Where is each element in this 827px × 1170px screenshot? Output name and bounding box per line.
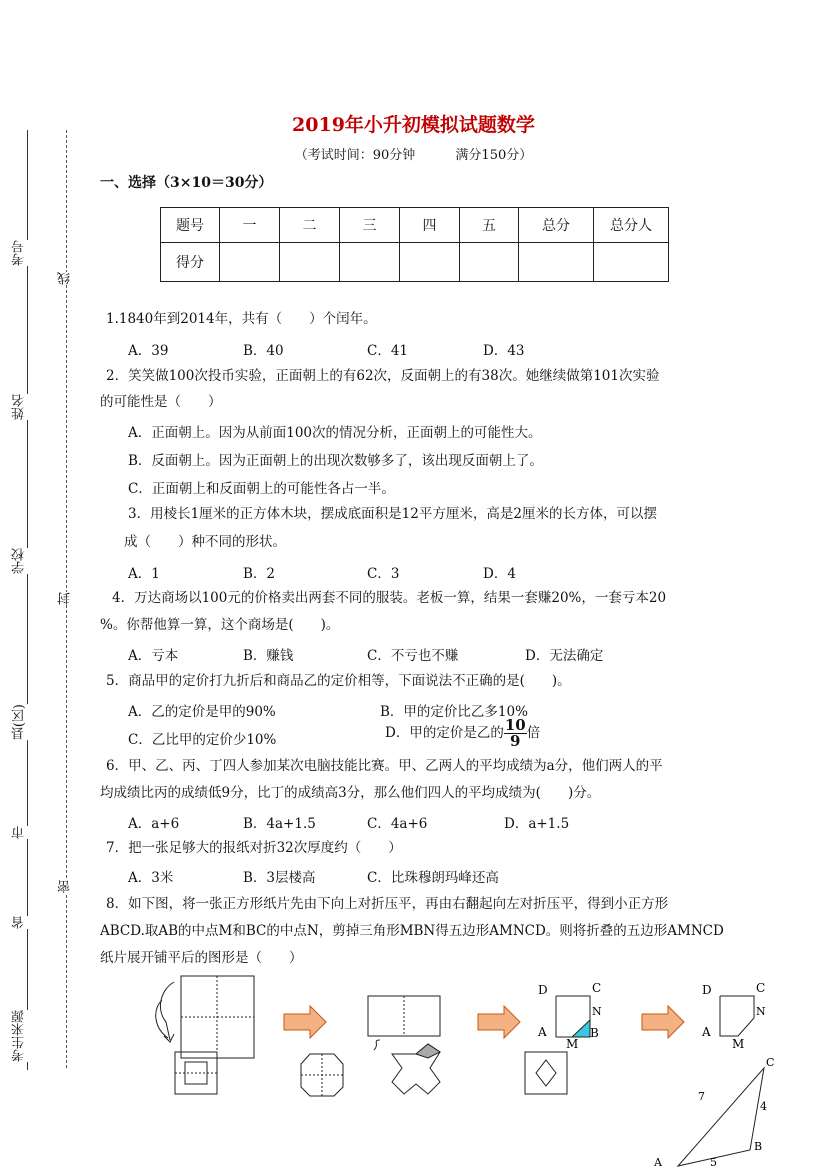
page-title: 2019年小升初模拟试题数学 bbox=[292, 114, 535, 136]
side-label-province: 省 bbox=[12, 916, 27, 929]
question-8-line3: 纸片展开铺平后的图形是（ ） bbox=[100, 950, 303, 966]
triangle-b-label: B bbox=[754, 1140, 763, 1153]
question-3-line1: 3．用棱长1厘米的正方体木块，摆成底面积是12平方厘米，高是2厘米的长方体，可以摆 bbox=[128, 506, 657, 522]
score-cell[interactable] bbox=[460, 243, 519, 282]
q5-option-d bbox=[385, 718, 540, 749]
question-2-line1: 2．笑笑做100次投币实验，正面朝上的有62次，反面朝上的有38次。她继续做第101次实验 bbox=[106, 368, 660, 384]
option-b-shape bbox=[301, 1054, 343, 1096]
q1-option-a: A．39 bbox=[128, 343, 169, 359]
q6-option-c: C．4a+6 bbox=[367, 816, 428, 832]
step3-square bbox=[556, 996, 590, 1037]
score-header-cell: 总分人 bbox=[594, 208, 669, 243]
q2-option-a: A．正面朝上。因为从前面100次的情况分析，正面朝上的可能性大。 bbox=[128, 425, 542, 441]
triangle-figure bbox=[678, 1068, 764, 1166]
binding-mark-seal: 封 bbox=[58, 592, 73, 605]
side-label-school: 学校 bbox=[12, 548, 27, 574]
side-length-5: 5 bbox=[710, 1156, 717, 1169]
folding-figure bbox=[140, 970, 820, 1170]
q1-option-b: B．40 bbox=[243, 343, 284, 359]
side-line bbox=[27, 130, 28, 1070]
question-8-line2: ABCD.取AB的中点M和BC的中点N，剪掉三角形MBN得五边形AMNCD。则将折叠的五边形AMNCD bbox=[100, 923, 724, 939]
score-header-cell: 题号 bbox=[161, 208, 220, 243]
side-label-name: 姓名 bbox=[12, 394, 27, 420]
q4-option-d: D．无法确定 bbox=[525, 648, 604, 664]
arrow-icon bbox=[284, 1006, 326, 1038]
arrow-icon bbox=[642, 1006, 684, 1038]
binding-mark-secret: 密 bbox=[58, 880, 73, 893]
q2-option-c: C．正面朝上和反面朝上的可能性各占一半。 bbox=[128, 481, 395, 497]
q7-option-c: C．比珠穆朗玛峰还高 bbox=[367, 870, 499, 886]
pentagon-m-label: M bbox=[732, 1037, 745, 1051]
point-a-label: A bbox=[538, 1025, 547, 1039]
score-header-cell: 总分 bbox=[519, 208, 594, 243]
point-m-label: M bbox=[566, 1037, 579, 1051]
pentagon-a-label: A bbox=[702, 1025, 711, 1039]
score-header-cell: 一 bbox=[220, 208, 280, 243]
score-header-cell: 二 bbox=[280, 208, 340, 243]
option-c-shape bbox=[374, 1040, 440, 1094]
pentagon-c-label: C bbox=[756, 981, 766, 995]
q1-option-d: D．43 bbox=[483, 343, 525, 359]
question-6-line1: 6．甲、乙、丙、丁四人参加某次电脑技能比赛。甲、乙两人的平均成绩为a分，他们两人的平 bbox=[106, 758, 663, 774]
score-header-cell: 四 bbox=[400, 208, 460, 243]
score-cell[interactable] bbox=[340, 243, 400, 282]
q5-option-a: A．乙的定价是甲的90% bbox=[128, 704, 276, 720]
step2-rectangle bbox=[368, 996, 440, 1036]
exam-time: （考试时间：90分钟 bbox=[294, 148, 416, 163]
score-cell[interactable] bbox=[594, 243, 669, 282]
triangle-c-label: C bbox=[766, 1056, 775, 1069]
step4-pentagon bbox=[720, 996, 754, 1036]
q6-option-b: B．4a+1.5 bbox=[243, 816, 316, 832]
q5-fraction bbox=[504, 718, 527, 749]
question-5: 5．商品甲的定价打九折后和商品乙的定价相等，下面说法不正确的是( )。 bbox=[106, 673, 571, 689]
score-cell[interactable] bbox=[280, 243, 340, 282]
point-c-label: C bbox=[592, 981, 602, 995]
side-label-county: 县(区) bbox=[12, 704, 27, 741]
q4-option-a: A．亏本 bbox=[128, 648, 179, 664]
question-3-line2: 成（ ）种不同的形状。 bbox=[124, 534, 286, 550]
side-label-source: 考生来源 bbox=[12, 1010, 27, 1062]
fraction-numerator: 10 bbox=[504, 716, 526, 734]
exam-full-score: 满分150分） bbox=[455, 148, 533, 163]
score-header-cell: 三 bbox=[340, 208, 400, 243]
arrow-icon bbox=[478, 1006, 520, 1038]
question-8-line1: 8．如下图，将一张正方形纸片先由下向上对折压平，再由右翻起向左对折压平，得到小正方形 bbox=[106, 896, 669, 912]
q5-option-d-text: D．甲的定价是乙的 bbox=[385, 725, 504, 741]
point-n-label: N bbox=[592, 1005, 602, 1018]
q3-option-b: B．2 bbox=[243, 566, 276, 582]
question-4-line2: %。你帮他算一算，这个商场是( )。 bbox=[100, 617, 340, 633]
side-label-exam-number: 考号 bbox=[12, 240, 27, 266]
option-d-shape bbox=[525, 1052, 567, 1094]
q3-option-c: C．3 bbox=[367, 566, 400, 582]
fraction-denominator: 9 bbox=[510, 732, 521, 750]
q7-option-b: B．3层楼高 bbox=[243, 870, 316, 886]
side-label-city: 市 bbox=[12, 826, 27, 839]
step1-square bbox=[156, 976, 254, 1058]
section-heading: 一、选择（3×10＝30分） bbox=[100, 175, 273, 191]
question-4-line1: 4．万达商场以100元的价格卖出两套不同的服装。老板一算，结果一套赚20%，一套亏本20 bbox=[112, 590, 667, 606]
side-length-4: 4 bbox=[760, 1100, 767, 1113]
score-header-cell: 五 bbox=[460, 208, 519, 243]
q2-option-b: B．反面朝上。因为正面朝上的出现次数够多了，该出现反面朝上了。 bbox=[128, 453, 543, 469]
q3-option-a: A．1 bbox=[128, 566, 160, 582]
q6-option-d: D．a+1.5 bbox=[504, 816, 570, 832]
q5-option-b: B．甲的定价比乙多10% bbox=[380, 704, 528, 720]
binding-mark-line: 线 bbox=[58, 272, 73, 285]
pentagon-n-label: N bbox=[756, 1005, 766, 1018]
score-row-label: 得分 bbox=[161, 243, 220, 282]
score-cell[interactable] bbox=[519, 243, 594, 282]
q4-option-b: B．赚钱 bbox=[243, 648, 294, 664]
q5-option-d-tail: 倍 bbox=[526, 725, 541, 741]
q7-option-a: A．3米 bbox=[128, 870, 174, 886]
q1-option-c: C．41 bbox=[367, 343, 409, 359]
q3-option-d: D．4 bbox=[483, 566, 516, 582]
exam-info bbox=[0, 144, 827, 163]
score-cell[interactable] bbox=[220, 243, 280, 282]
point-d-label: D bbox=[538, 983, 548, 997]
question-2-line2: 的可能性是（ ） bbox=[100, 394, 222, 410]
question-6-line2: 均成绩比丙的成绩低9分，比丁的成绩高3分，那么他们四人的平均成绩为( )分。 bbox=[100, 785, 601, 801]
question-1: 1.1840年到2014年，共有（ ）个闰年。 bbox=[106, 311, 377, 327]
q5-option-c: C．乙比甲的定价少10% bbox=[128, 732, 277, 748]
q4-option-c: C．不亏也不赚 bbox=[367, 648, 459, 664]
question-7: 7．把一张足够大的报纸对折32次厚度约（ ） bbox=[106, 840, 402, 856]
q6-option-a: A．a+6 bbox=[128, 816, 180, 832]
pentagon-d-label: D bbox=[702, 983, 712, 997]
score-cell[interactable] bbox=[400, 243, 460, 282]
triangle-a-label: A bbox=[654, 1156, 662, 1169]
point-b-label: B bbox=[590, 1026, 599, 1040]
side-length-7: 7 bbox=[698, 1090, 705, 1103]
score-table bbox=[160, 207, 669, 282]
